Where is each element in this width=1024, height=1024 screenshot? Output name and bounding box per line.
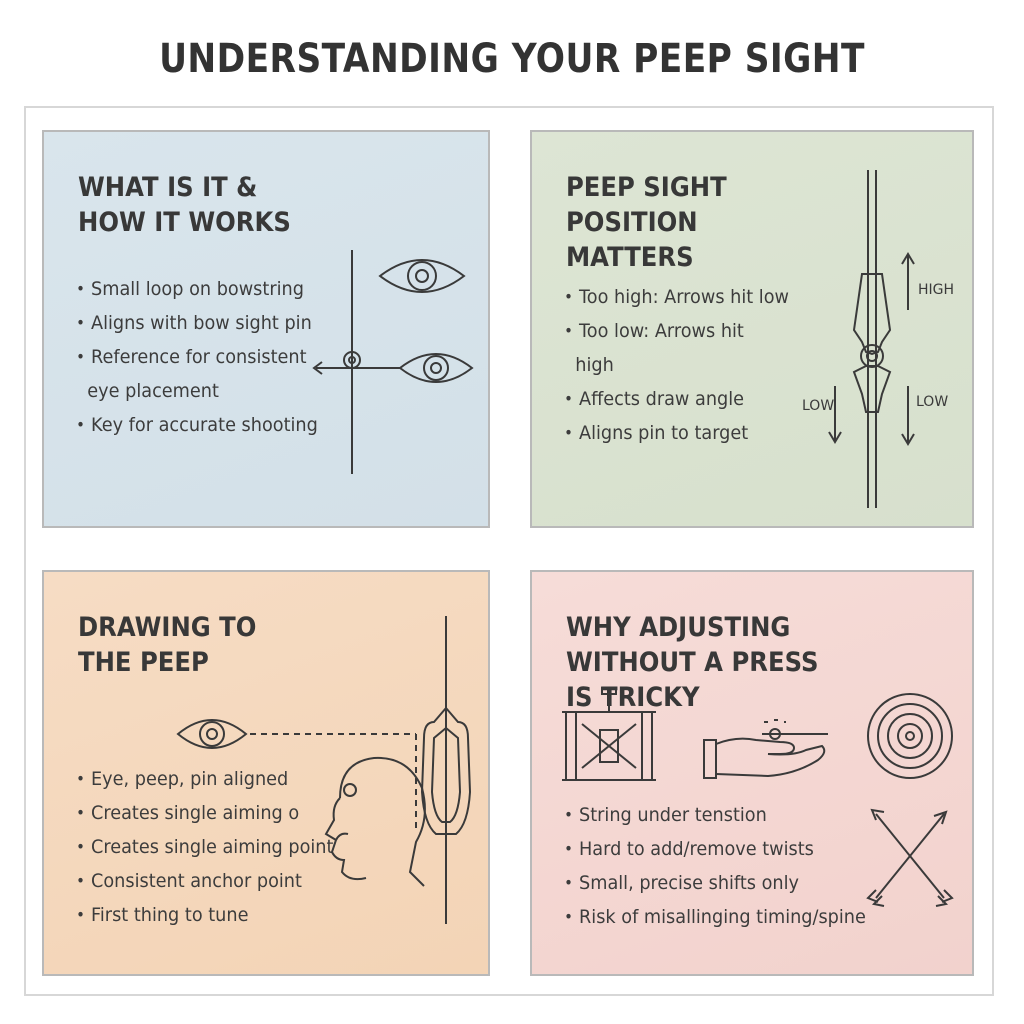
label-high: HIGH bbox=[918, 282, 955, 298]
hand-with-peep-icon bbox=[704, 720, 828, 778]
panel-heading: DRAWING TO THE PEEP bbox=[78, 612, 257, 678]
list-item: • Creates single aiming o bbox=[78, 796, 333, 830]
peep-sight-icon bbox=[854, 274, 890, 412]
list-item: • Risk of misallinging timing/spine bbox=[566, 900, 866, 934]
list-item: • Hard to add/remove twists bbox=[566, 832, 866, 866]
label-low-right: LOW bbox=[916, 394, 949, 410]
list-item: • Consistent anchor point bbox=[78, 864, 333, 898]
target-icon bbox=[868, 694, 952, 778]
panel-heading: WHY ADJUSTING WITHOUT A PRESS IS TRICKY bbox=[566, 612, 819, 713]
list-item: • First thing to tune bbox=[78, 898, 333, 932]
crossed-arrows-icon bbox=[868, 810, 952, 906]
list-item: • Small loop on bowstring bbox=[78, 272, 318, 306]
list-item: • Aligns with bow sight pin bbox=[78, 306, 318, 340]
panel-peep-position bbox=[530, 130, 974, 528]
list-item: • Too low: Arrows hit bbox=[566, 314, 789, 348]
eye-icon bbox=[178, 720, 246, 748]
head-profile-icon bbox=[326, 758, 425, 886]
bow-press-icon bbox=[562, 688, 656, 780]
page-title: UNDERSTANDING YOUR PEEP SIGHT bbox=[159, 36, 865, 82]
panel-drawing bbox=[42, 570, 490, 976]
adjusting-icons bbox=[532, 572, 974, 976]
list-item: high bbox=[575, 354, 614, 376]
eye-icon bbox=[380, 260, 464, 292]
list-item: • Key for accurate shooting bbox=[78, 408, 318, 442]
panel-what-is-it bbox=[42, 130, 490, 528]
list-item: eye placement bbox=[87, 380, 219, 402]
list-item: • Aligns pin to target bbox=[566, 416, 789, 450]
list-item: • Reference for consistent bbox=[78, 340, 318, 374]
peep-alignment-diagram bbox=[44, 132, 490, 528]
peep-position-diagram bbox=[532, 132, 974, 528]
panel-heading: WHAT IS IT & HOW IT WORKS bbox=[78, 172, 291, 238]
label-low-left: LOW bbox=[802, 398, 835, 414]
list-item: • Too high: Arrows hit low bbox=[566, 280, 789, 314]
eye-icon bbox=[400, 354, 472, 382]
list-item: • Creates single aiming point bbox=[78, 830, 333, 864]
list-item: • String under tenstion bbox=[566, 798, 866, 832]
panel-adjusting bbox=[530, 570, 974, 976]
list-item: • Affects draw angle bbox=[566, 382, 789, 416]
panel-heading: PEEP SIGHT POSITION MATTERS bbox=[566, 172, 727, 273]
drawing-diagram bbox=[44, 572, 490, 976]
list-item: • Eye, peep, pin aligned bbox=[78, 762, 333, 796]
list-item: • Small, precise shifts only bbox=[566, 866, 866, 900]
